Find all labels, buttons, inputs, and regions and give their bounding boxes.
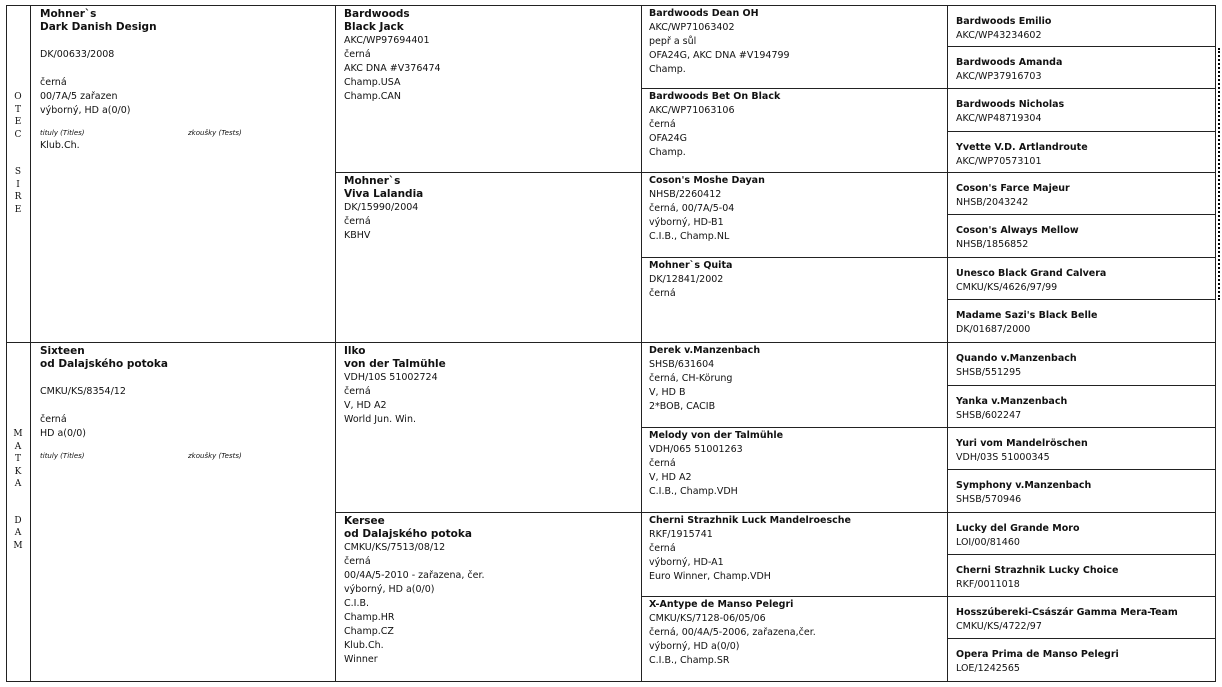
gen3-cell-6 [642,427,948,513]
gen4-cell-2 [948,46,1216,89]
dam-registration: CMKU/KS/8354/12 [40,386,126,397]
gen4-registration: CMKU/KS/4722/97 [956,621,1042,632]
gen2-cell-4 [336,512,642,682]
dam-cell [30,342,336,682]
gen3-detail: černá [649,288,676,299]
gen2-detail: černá [344,556,371,567]
gen4-registration: DK/01687/2000 [956,324,1031,335]
gen3-detail: DK/12841/2002 [649,274,724,285]
gen2-detail: AKC DNA #V376474 [344,63,441,74]
gen2-name-line-1: Bardwoods [344,8,410,20]
gen3-name: Derek v.Manzenbach [649,345,761,356]
gen4-name: Lucky del Grande Moro [956,523,1080,534]
gen3-detail: černá [649,119,676,130]
gen3-detail: V, HD A2 [649,472,692,483]
dam-name-line-2: od Dalajského potoka [40,358,168,370]
gen3-detail: C.I.B., Champ.SR [649,655,730,666]
gen2-cell-2 [336,172,642,343]
gen3-detail: V, HD B [649,387,686,398]
gen3-cell-2 [642,88,948,173]
gen4-cell-3 [948,88,1216,132]
gen4-registration: AKC/WP70573101 [956,156,1042,167]
dam-tests-label: zkoušky (Tests) [188,452,242,460]
gen3-name: Bardwoods Bet On Black [649,91,781,102]
gen4-cell-11 [948,427,1216,470]
dam-name-line-1: Sixteen [40,345,85,357]
gen3-cell-1 [642,5,948,89]
gen3-name: Melody von der Talmühle [649,430,784,441]
gen3-detail: VDH/065 51001263 [649,444,743,455]
gen4-cell-4 [948,131,1216,173]
gen3-detail: C.I.B., Champ.VDH [649,486,738,497]
gen4-cell-16 [948,638,1216,682]
gen4-name: Quando v.Manzenbach [956,353,1077,364]
gen4-registration: NHSB/1856852 [956,239,1029,250]
gen3-detail: výborný, HD a(0/0) [649,641,740,652]
gen3-detail: C.I.B., Champ.NL [649,231,730,242]
gen2-detail: černá [344,216,371,227]
gen3-detail: AKC/WP71063106 [649,105,735,116]
gen2-detail: Champ.HR [344,612,395,623]
gen3-detail: výborný, HD-B1 [649,217,724,228]
gen3-cell-7 [642,512,948,597]
gen4-cell-10 [948,385,1216,428]
gen4-name: Bardwoods Nicholas [956,99,1065,110]
gen4-name: Bardwoods Emilio [956,16,1052,27]
gen2-detail: CMKU/KS/7513/08/12 [344,542,446,553]
gen2-detail: DK/15990/2004 [344,202,419,213]
gen3-detail: CMKU/KS/7128-06/05/06 [649,613,766,624]
sire-name-line-1: Mohner`s [40,8,97,20]
gen4-name: Coson's Farce Majeur [956,183,1070,194]
gen2-name-line-1: Kersee [344,515,385,527]
gen3-detail: černá, 00/7A/5-04 [649,203,735,214]
sire-name-line-2: Dark Danish Design [40,21,157,33]
gen2-detail: Klub.Ch. [344,640,384,651]
gen4-cell-8 [948,299,1216,343]
gen4-name: Hosszúbereki-Császár Gamma Mera-Team [956,607,1178,618]
gen2-detail: Champ.CZ [344,626,394,637]
gen4-registration: SHSB/570946 [956,494,1022,505]
gen4-registration: LOI/00/81460 [956,537,1020,548]
sire-tests-label: zkoušky (Tests) [188,129,242,137]
gen3-detail: černá, CH-Körung [649,373,733,384]
gen4-cell-1 [948,5,1216,47]
gen2-detail: AKC/WP97694401 [344,35,430,46]
gen4-name: Symphony v.Manzenbach [956,480,1092,491]
gen4-registration: SHSB/602247 [956,410,1022,421]
gen4-name: Madame Sazi's Black Belle [956,310,1098,321]
gen3-detail: AKC/WP71063402 [649,22,735,33]
gen3-detail: NHSB/2260412 [649,189,722,200]
gen3-detail: černá [649,543,676,554]
gen3-cell-4 [642,257,948,343]
gen2-detail: C.I.B. [344,598,370,609]
gen3-name: Coson's Moshe Dayan [649,175,765,186]
gen4-cell-9 [948,342,1216,386]
gen4-name: Yanka v.Manzenbach [956,396,1068,407]
gen2-detail: černá [344,386,371,397]
sire-ks: 00/7A/5 zařazen [40,91,118,102]
gen2-detail: Champ.CAN [344,91,402,102]
gen3-detail: Euro Winner, Champ.VDH [649,571,771,582]
gen2-detail: V, HD A2 [344,400,387,411]
sire-side-label-text: O T E C S I R E [14,92,23,215]
gen4-registration: AKC/WP37916703 [956,71,1042,82]
gen4-cell-14 [948,554,1216,597]
gen2-cell-1 [336,5,642,173]
sire-registration: DK/00633/2008 [40,49,115,60]
gen2-detail: Winner [344,654,378,665]
sire-cell [30,5,336,343]
gen4-cell-12 [948,469,1216,513]
gen2-name-line-1: Ilko [344,345,366,357]
gen3-name: Cherni Strazhnik Luck Mandelroesche [649,515,851,526]
gen3-detail: černá, 00/4A/5-2006, zařazena,čer. [649,627,816,638]
gen4-name: Coson's Always Mellow [956,225,1079,236]
gen3-detail: pepř a sůl [649,36,697,47]
gen4-cell-15 [948,596,1216,639]
gen2-name-line-2: od Dalajského potoka [344,528,472,540]
dam-side-label [6,342,30,682]
gen3-name: X-Antype de Manso Pelegri [649,599,794,610]
gen3-detail: černá [649,458,676,469]
gen4-registration: LOE/1242565 [956,663,1020,674]
gen2-name-line-2: von der Talmühle [344,358,446,370]
gen4-registration: AKC/WP48719304 [956,113,1042,124]
gen4-name: Yvette V.D. Artlandroute [956,142,1088,153]
gen2-detail: KBHV [344,230,371,241]
gen3-detail: OFA24G, AKC DNA #V194799 [649,50,790,61]
gen4-cell-5 [948,172,1216,215]
gen2-name-line-2: Black Jack [344,21,404,33]
gen4-registration: CMKU/KS/4626/97/99 [956,282,1058,293]
dam-side-label-text: M A T K A D A M [13,429,24,551]
gen2-detail: Champ.USA [344,77,401,88]
gen2-detail: VDH/10S 51002724 [344,372,438,383]
gen3-cell-8 [642,596,948,682]
page-edge-marker [1218,48,1221,300]
sire-titles-label: tituly (Titles) [40,129,85,137]
gen3-name: Bardwoods Dean OH [649,8,759,19]
gen4-cell-13 [948,512,1216,555]
gen4-registration: AKC/WP43234602 [956,30,1042,41]
gen4-name: Opera Prima de Manso Pelegri [956,649,1119,660]
gen3-detail: Champ. [649,147,686,158]
gen4-name: Cherni Strazhnik Lucky Choice [956,565,1119,576]
gen4-name: Yuri vom Mandelröschen [956,438,1088,449]
gen3-detail: RKF/1915741 [649,529,713,540]
dam-color: černá [40,414,67,425]
sire-titles: Klub.Ch. [40,140,80,151]
gen3-cell-3 [642,172,948,258]
gen3-detail: 2*BOB, CACIB [649,401,716,412]
gen3-detail: Champ. [649,64,686,75]
sire-color: černá [40,77,67,88]
gen3-detail: výborný, HD-A1 [649,557,724,568]
gen2-name-line-2: Viva Lalandia [344,188,424,200]
sire-side-label [6,5,30,343]
gen2-name-line-1: Mohner`s [344,175,401,187]
gen3-detail: SHSB/631604 [649,359,715,370]
gen4-registration: SHSB/551295 [956,367,1022,378]
gen3-detail: OFA24G [649,133,688,144]
gen2-cell-3 [336,342,642,513]
gen4-cell-6 [948,214,1216,258]
dam-health: HD a(0/0) [40,428,87,439]
gen4-name: Unesco Black Grand Calvera [956,268,1107,279]
gen4-cell-7 [948,257,1216,300]
gen3-cell-5 [642,342,948,428]
gen2-detail: World Jun. Win. [344,414,416,425]
gen2-detail: výborný, HD a(0/0) [344,584,435,595]
dam-titles-label: tituly (Titles) [40,452,85,460]
gen4-registration: RKF/0011018 [956,579,1020,590]
gen4-name: Bardwoods Amanda [956,57,1063,68]
gen3-name: Mohner`s Quita [649,260,733,271]
gen2-detail: černá [344,49,371,60]
sire-health: výborný, HD a(0/0) [40,105,131,116]
gen4-registration: VDH/03S 51000345 [956,452,1050,463]
gen2-detail: 00/4A/5-2010 - zařazena, čer. [344,570,485,581]
gen4-registration: NHSB/2043242 [956,197,1029,208]
